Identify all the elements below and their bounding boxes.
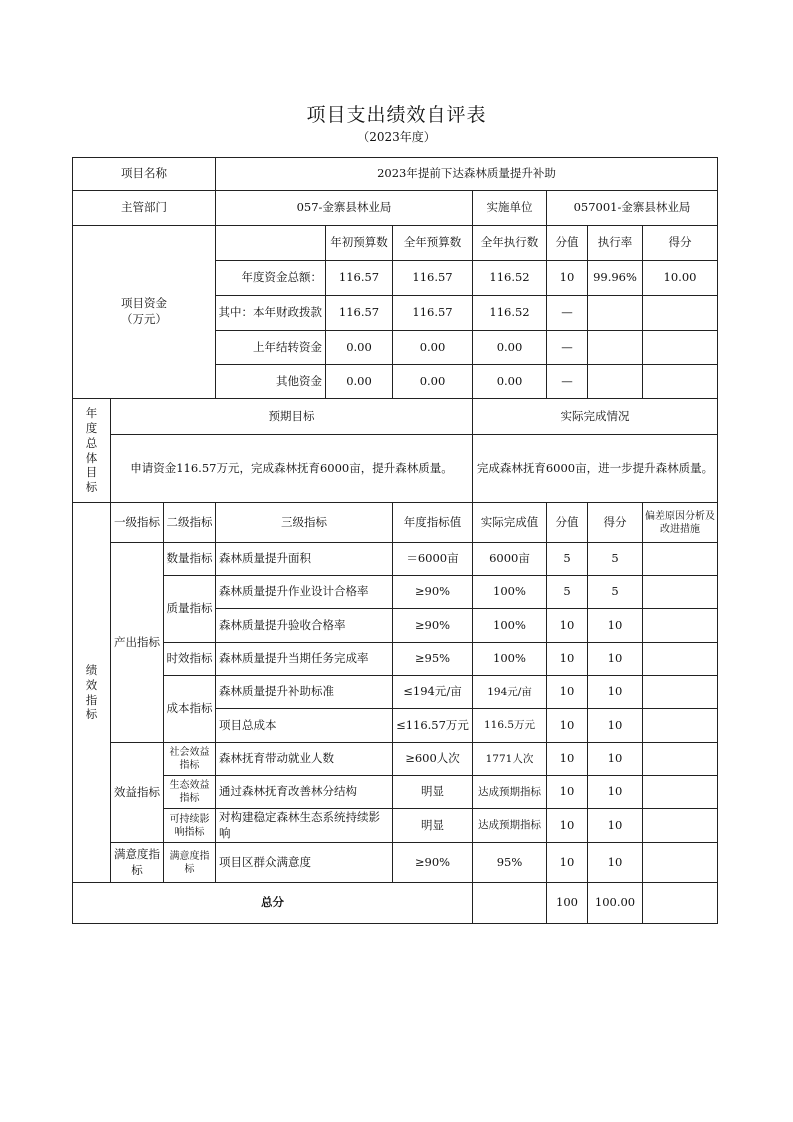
performance-header [587,502,643,543]
indicator-value-text: 10 [559,717,575,732]
indicator-name-text: 对构建稳定森林生态系统持续影响 [219,809,380,840]
goals-actual-header-text: 实际完成情况 [560,408,630,423]
funds-cell [642,364,718,399]
performance-label-text: 绩效指标 [85,662,98,722]
level2-cell [163,775,216,809]
indicator-target-text: 明显 [421,784,444,799]
level2-cell [163,842,216,883]
funds-cell-text: 116.57 [338,270,380,285]
funds-header-text: 执行率 [597,235,633,250]
project-name-label [72,157,216,191]
indicator-name [215,775,393,809]
funds-header [392,225,473,261]
goals-label-text: 年度总体目标 [85,405,98,495]
indicator-value-text: 10 [559,684,575,699]
total-label-text: 总分 [261,895,284,910]
total-value [546,882,588,924]
funds-cell [642,295,718,331]
performance-header-text: 偏差原因分析及改进措施 [645,510,715,535]
funds-cell-text: 0.00 [419,339,446,354]
indicator-actual-text: 100% [493,617,526,632]
indicator-actual-text: 达成预期指标 [478,785,541,798]
indicator-score [587,742,643,776]
indicator-name [215,742,393,776]
indicator-value [546,608,588,643]
total-label [72,882,473,924]
project-name-value [215,157,718,191]
indicator-value [546,675,588,709]
total-blank [472,882,547,924]
indicator-actual [472,608,547,643]
indicator-score-text: 10 [607,784,623,799]
indicator-name [215,642,393,676]
funds-cell-text: 0.00 [346,373,372,388]
funds-cell [472,295,547,331]
indicator-name-text: 项目总成本 [219,717,277,732]
funds-cell [642,330,718,365]
indicator-target-text: ＝6000亩 [406,551,459,566]
goals-expected-header-text: 预期目标 [268,408,315,423]
funds-cell-text: 99.96% [593,270,637,285]
performance-header-text: 二级指标 [166,514,213,529]
performance-header-text: 年度指标值 [403,514,462,529]
funds-header-blank [215,225,326,261]
funds-cell [546,260,588,296]
total-note [642,882,718,924]
level2-cell-text: 成本指标 [166,701,213,716]
funds-cell-text: 0.00 [496,373,523,388]
indicator-score-text: 10 [607,854,623,869]
indicator-target-text: ≥90% [414,617,451,632]
indicator-actual-text: 95% [496,854,523,869]
indicator-name [215,708,393,743]
indicator-name-text: 森林质量提升验收合格率 [219,617,346,632]
indicator-value-text: 10 [559,817,575,832]
funds-cell [472,330,547,365]
indicator-name [215,808,393,843]
indicator-note [642,842,718,883]
unit-value [546,190,718,226]
indicator-name-text: 项目区群众满意度 [219,854,311,869]
performance-header [110,502,164,543]
funds-cell [546,364,588,399]
level2-cell [163,808,216,843]
goals-expected-text-text: 申请资金116.57万元，完成森林抚育6000亩，提升森林质量。 [130,460,453,475]
indicator-note [642,575,718,609]
funds-row-label [215,364,326,399]
indicator-actual [472,542,547,576]
funds-row-label-text: 年度资金总额： [241,270,322,285]
indicator-value [546,775,588,809]
indicator-actual [472,708,547,743]
indicator-score [587,842,643,883]
dept-label [72,190,216,226]
total-value-text: 100 [556,895,578,910]
indicator-note [642,542,718,576]
indicator-target [392,808,473,843]
funds-header [325,225,393,261]
indicator-actual [472,775,547,809]
funds-header-text: 分值 [555,235,579,250]
performance-header-text: 得分 [603,514,627,529]
level1-satisfaction-text: 满意度指标 [114,846,160,877]
level2-cell-text: 社会效益指标 [169,747,210,771]
funds-cell [325,330,393,365]
funds-header-text: 年初预算数 [330,235,388,250]
performance-header-text: 一级指标 [114,514,160,529]
level1-satisfaction [110,842,164,883]
indicator-score [587,608,643,643]
indicator-note [642,708,718,743]
funds-cell-text: 116.52 [489,270,530,285]
indicator-note [642,608,718,643]
level2-cell-text: 生态效益指标 [169,780,210,804]
funds-row-label [215,295,326,331]
level2-cell-text: 质量指标 [166,601,213,616]
funds-row-label-text: 其他资金 [276,373,322,388]
funds-label-text: 项目资金 （万元） [121,296,167,326]
indicator-score [587,775,643,809]
performance-header-text: 分值 [555,514,579,529]
total-score-text: 100.00 [594,895,636,910]
performance-header-text: 实际完成值 [480,514,539,529]
unit-value-text: 057001-金寨县林业局 [573,200,691,215]
indicator-score [587,808,643,843]
indicator-target [392,775,473,809]
indicator-score [587,675,643,709]
funds-row-label-text: 其中：本年财政拨款 [218,305,322,320]
indicator-value [546,575,588,609]
funds-header [472,225,547,261]
funds-header-text: 全年预算数 [403,235,462,250]
funds-cell [472,260,547,296]
funds-cell-text: 10 [559,270,575,285]
indicator-name-text: 通过森林抚育改善林分结构 [219,784,357,799]
indicator-actual [472,842,547,883]
indicator-score [587,708,643,743]
indicator-value-text: 10 [559,784,575,799]
indicator-target-text: ≥95% [414,651,451,666]
indicator-value-text: 10 [559,651,575,666]
level1-benefit-text: 效益指标 [114,784,160,799]
indicator-value [546,842,588,883]
funds-header [587,225,643,261]
funds-cell [587,260,643,296]
funds-cell-text: 116.57 [412,305,453,320]
performance-header [546,502,588,543]
funds-cell-text: 116.57 [412,270,453,285]
indicator-target-text: ≥90% [414,584,451,599]
indicator-actual [472,575,547,609]
indicator-name-text: 森林质量提升补助标准 [219,684,334,699]
funds-cell-text: 0.00 [419,373,446,388]
indicator-actual-text: 116.5万元 [483,719,536,732]
indicator-actual-text: 6000亩 [489,551,530,566]
performance-header [215,502,393,543]
goals-expected-text [110,434,473,503]
indicator-target-text: ≥600人次 [405,751,460,766]
indicator-value-text: 5 [563,584,571,599]
funds-cell [546,295,588,331]
indicator-score-text: 10 [607,817,623,832]
indicator-actual [472,808,547,843]
goals-actual-text [472,434,718,503]
performance-label [72,502,111,883]
indicator-note [642,742,718,776]
indicator-name [215,542,393,576]
funds-cell [325,295,393,331]
funds-cell [546,330,588,365]
indicator-score [587,542,643,576]
indicator-name-text: 森林质量提升面积 [219,551,311,566]
funds-cell-text: 116.52 [489,305,530,320]
indicator-score-text: 10 [607,617,623,632]
indicator-target [392,542,473,576]
funds-cell [392,330,473,365]
indicator-target [392,842,473,883]
indicator-actual-text: 100% [493,651,526,666]
indicator-score-text: 5 [611,584,619,599]
funds-label [72,225,216,399]
funds-row-label [215,330,326,365]
indicator-target [392,608,473,643]
indicator-value [546,742,588,776]
indicator-name-text: 森林抚育带动就业人数 [219,751,334,766]
level2-cell [163,675,216,743]
funds-cell [642,260,718,296]
indicator-actual-text: 194元/亩 [487,685,532,698]
level2-cell [163,542,216,576]
indicator-actual-text: 达成预期指标 [478,819,541,832]
indicator-name-text: 森林质量提升作业设计合格率 [219,584,369,599]
level2-cell [163,742,216,776]
funds-cell [587,364,643,399]
indicator-score [587,575,643,609]
indicator-target-text: ≤116.57万元 [396,717,469,732]
level1-benefit [110,742,164,843]
funds-header [642,225,718,261]
funds-cell [392,295,473,331]
funds-cell [325,364,393,399]
indicator-actual-text: 100% [493,584,526,599]
indicator-score-text: 5 [611,551,619,566]
goals-actual-header [472,398,718,435]
funds-header-text: 全年执行数 [480,235,539,250]
indicator-value-text: 5 [563,551,571,566]
funds-cell [392,364,473,399]
level2-cell-text: 时效指标 [166,651,213,666]
funds-cell [472,364,547,399]
indicator-target [392,675,473,709]
indicator-name-text: 森林质量提升当期任务完成率 [219,651,369,666]
indicator-name [215,675,393,709]
performance-header-text: 三级指标 [281,514,327,529]
project-name-value-text: 2023年提前下达森林质量提升补助 [377,166,556,181]
funds-header-text: 得分 [668,235,692,250]
level2-cell-text: 可持续影响指标 [169,813,210,838]
goals-label [72,398,111,503]
funds-cell [587,330,643,365]
funds-cell [587,295,643,331]
level1-output-text: 产出指标 [114,634,160,649]
indicator-score-text: 10 [607,751,623,766]
performance-header [163,502,216,543]
indicator-actual [472,642,547,676]
funds-cell-text: — [561,373,573,388]
indicator-name [215,842,393,883]
indicator-actual-text: 1771人次 [485,752,534,765]
indicator-target [392,575,473,609]
indicator-value [546,808,588,843]
funds-cell-text: — [561,339,573,354]
goals-expected-header [110,398,473,435]
indicator-note [642,642,718,676]
page-subtitle-year: （2023年度） [357,130,436,144]
indicator-target [392,642,473,676]
indicator-note [642,675,718,709]
dept-value [215,190,473,226]
funds-cell [325,260,393,296]
level2-cell-text: 满意度指标 [169,850,210,875]
indicator-value [546,642,588,676]
goals-actual-text-text: 完成森林抚育6000亩，进一步提升森林质量。 [476,460,714,475]
funds-cell-text: 116.57 [338,305,380,320]
unit-label [472,190,547,226]
project-name-label-text: 项目名称 [121,166,167,181]
indicator-value-text: 10 [559,854,575,869]
funds-header [546,225,588,261]
total-score [587,882,643,924]
performance-header [392,502,473,543]
indicator-target [392,742,473,776]
level2-cell [163,642,216,676]
indicator-name [215,608,393,643]
page-title: 项目支出绩效自评表 [306,104,487,126]
indicator-score-text: 10 [607,651,623,666]
performance-header [642,502,718,543]
indicator-value [546,708,588,743]
indicator-score [587,642,643,676]
performance-header [472,502,547,543]
indicator-value-text: 10 [559,617,575,632]
dept-label-text: 主管部门 [121,200,167,215]
indicator-note [642,775,718,809]
funds-cell-text: 0.00 [346,339,372,354]
indicator-target-text: ≥90% [414,854,451,869]
funds-cell-text: — [561,305,573,320]
unit-label-text: 实施单位 [486,200,533,215]
indicator-target-text: ≤194元/亩 [403,684,462,699]
indicator-score-text: 10 [607,717,623,732]
indicator-score-text: 10 [607,684,623,699]
funds-cell [392,260,473,296]
indicator-name [215,575,393,609]
level2-cell-text: 数量指标 [166,551,213,566]
funds-row-label-text: 上年结转资金 [253,339,322,354]
dept-value-text: 057-金寨县林业局 [296,200,392,215]
indicator-target-text: 明显 [421,817,444,832]
funds-row-label [215,260,326,296]
level2-cell [163,575,216,643]
indicator-value-text: 10 [559,751,575,766]
indicator-actual [472,675,547,709]
funds-cell-text: 10.00 [663,270,697,285]
indicator-note [642,808,718,843]
indicator-actual [472,742,547,776]
funds-cell-text: 0.00 [496,339,523,354]
level1-output [110,542,164,743]
indicator-value [546,542,588,576]
indicator-target [392,708,473,743]
